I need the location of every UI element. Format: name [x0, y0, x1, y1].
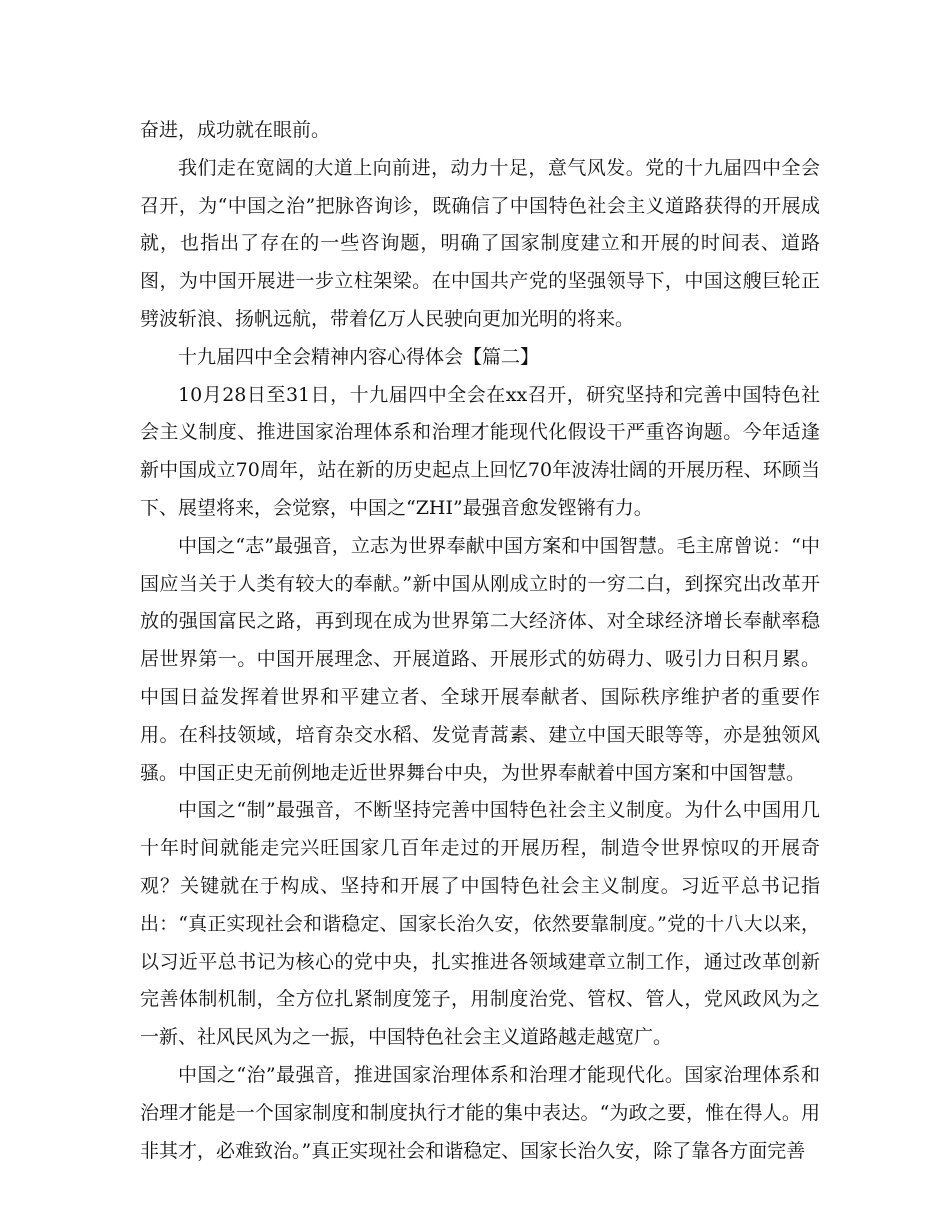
paragraph-continuation: 奋进，成功就在眼前。 [140, 119, 331, 141]
section-heading: 十九届四中全会精神内容心得体会【篇二】 [178, 345, 540, 368]
body-text [140, 112, 820, 1170]
paragraph-momentum: 我们走在宽阔的大道上向前进，动力十足，意气风发。党的十九届四中全会召开，为“中国之治”把脉咨询诊，既确信了中国特色社会主义道路获得的开展成就，也指出了存在的一些咨询题，明确了国家制度建立和开展的时间表、道路图，为中国开展进一步立柱架梁。在中国共产党的坚强领导下，中国这艘巨轮正劈波斩浪、扬帆远航，带着亿万人民驶向更加光明的将来。 [140, 156, 820, 330]
paragraph-zhi-governance: 中国之“治”最强音，推进国家治理体系和治理才能现代化。国家治理体系和治理才能是一个国家制度和制度执行才能的集中表达。“为政之要，惟在得人。用非其才，必难致治。”真正实现社会和谐稳定、国家长治久安，除了靠各方面完善 [140, 1063, 820, 1162]
paragraph-zhi-system: 中国之“制”最强音，不断坚持完善中国特色社会主义制度。为什么中国用几十年时间就能走完兴旺国家几百年走过的开展历程，制造令世界惊叹的开展奇观？关键就在于构成、坚持和开展了中国特色社会主义制度。习近平总书记指出：“真正实现社会和谐稳定、国家长治久安，依然要靠制度。”党的十八大以来，以习近平总书记为核心的党中央，扎实推进各领域建章立制工作，通过改革创新完善体制机制，全方位扎紧制度笼子，用制度治党、管权、管人，党风政风为之一新、社风民风为之一振，中国特色社会主义道路越走越宽广。 [140, 799, 820, 1049]
paragraph-plenary-session: 10月28日至31日，十九届四中全会在xx召开，研究坚持和完善中国特色社会主义制度、推进国家治理体系和治理才能现代化假设干严重咨询题。今年适逢新中国成立70周年，站在新的历史起点上回忆70年波涛壮阔的开展历程、环顾当下、展望将来，会觉察，中国之“ZHI”最强音愈发铿锵有力。 [140, 383, 820, 519]
paragraph-zhi-aspiration: 中国之“志”最强音，立志为世界奉献中国方案和中国智慧。毛主席曾说：“中国应当关于人类有较大的奉献。”新中国从刚成立时的一穷二白，到探究出改革开放的强国富民之路，再到现在成为世界第二大经济体、对全球经济增长奉献率稳居世界第一。中国开展理念、开展道路、开展形式的妨碍力、吸引力日积月累。中国日益发挥着世界和平建立者、全球开展奉献者、国际秩序维护者的重要作用。在科技领域，培育杂交水稻、发觉青蒿素、建立中国天眼等等，亦是独领风骚。中国正史无前例地走近世界舞台中央，为世界奉献着中国方案和中国智慧。 [140, 534, 820, 784]
